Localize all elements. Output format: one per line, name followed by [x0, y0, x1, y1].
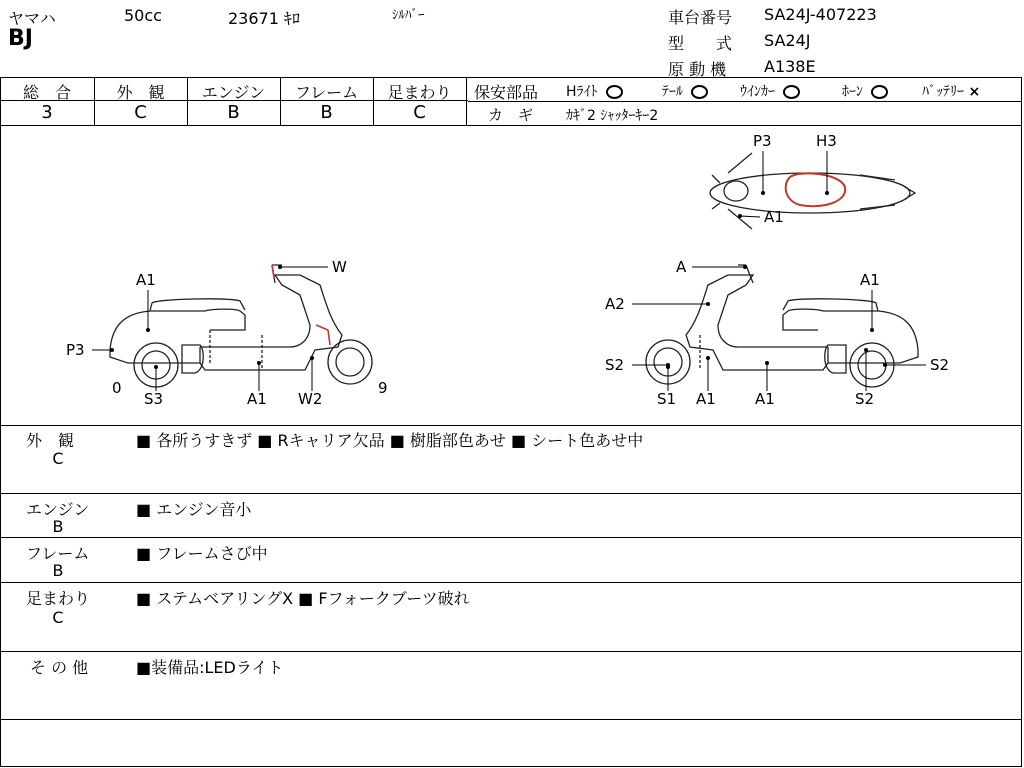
ok-circle-icon	[783, 85, 800, 99]
displacement: 50cc	[124, 6, 162, 25]
damage-diagram	[0, 125, 1022, 425]
model-name: BJ	[8, 26, 33, 51]
diagram-label: S1	[657, 390, 677, 408]
note-label-other: そ の 他	[30, 658, 89, 677]
note-label-frame: フレーム	[26, 544, 90, 563]
diagram-label: H3	[816, 132, 837, 150]
grade-label-exterior: 外 観	[116, 83, 165, 102]
safety-item-name: ｳｲﾝｶｰ	[740, 84, 775, 100]
maker: ヤマハ	[8, 9, 56, 28]
grade-col-divider	[466, 77, 467, 125]
diagram-label: W	[332, 258, 347, 276]
notes-row-divider	[0, 582, 1022, 583]
notes-row-divider	[0, 537, 1022, 538]
note-label-exterior: 外 観	[26, 431, 75, 450]
notes-top-border	[0, 425, 1022, 426]
diagram-label: S3	[144, 390, 164, 408]
safety-item-horn	[842, 81, 888, 101]
diagram-label: A1	[755, 390, 775, 408]
type-value: SA24J	[764, 31, 811, 50]
note-text-suspension: ■ ステムベアリングX ■ Fフォークブーツ破れ	[136, 589, 470, 608]
diagram-label: A1	[696, 390, 716, 408]
diagram-label: A1	[247, 390, 267, 408]
grade-label-overall: 総 合	[22, 83, 71, 102]
diagram-label: A	[676, 258, 687, 276]
grade-value-frame: B	[320, 102, 333, 123]
ng-cross-icon: ×	[968, 84, 981, 100]
safety-mid-border	[468, 101, 1022, 102]
note-text-frame: ■ フレームさび中	[136, 544, 268, 563]
type-label: 型 式	[668, 34, 733, 53]
key-value: ｶｷﾞ2 ｼｬｯﾀｰｷｰ2	[566, 108, 659, 124]
note-text-other: ■装備品:LEDライト	[136, 658, 284, 677]
page-bottom-border	[0, 766, 1022, 767]
ok-circle-icon	[871, 85, 888, 99]
ok-circle-icon	[691, 85, 708, 99]
grade-value-overall: 3	[41, 102, 53, 123]
note-text-engine: ■ エンジン音小	[136, 500, 252, 519]
mileage: 23671 ｷﾛ	[228, 9, 300, 28]
safety-item-tail	[662, 81, 708, 101]
diagram-label: A1	[136, 271, 156, 289]
notes-row-divider	[0, 651, 1022, 652]
grade-table-top-border	[0, 77, 1022, 78]
diagram-label: A1	[860, 271, 880, 289]
diagram-label: P3	[753, 132, 772, 150]
note-label-engine: エンジン	[26, 500, 90, 519]
ok-circle-icon	[606, 85, 623, 99]
note-grade-frame: B	[52, 561, 64, 580]
safety-item-battery	[922, 81, 980, 101]
grade-value-engine: B	[227, 102, 240, 123]
frame-no-label: 車台番号	[668, 8, 733, 27]
key-label: カ ギ	[488, 106, 534, 124]
safety-item-name: ﾃｰﾙ	[662, 84, 683, 100]
note-text-exterior: ■ 各所うすきず ■ Rキャリア欠品 ■ 樹脂部色あせ ■ シート色あせ中	[136, 431, 644, 450]
notes-row-divider	[0, 493, 1022, 494]
diagram-label: 0	[112, 379, 122, 397]
grade-label-engine: エンジン	[201, 83, 266, 102]
notes-bottom-border	[0, 719, 1022, 720]
diagram-label: S2	[855, 390, 875, 408]
safety-item-headlight	[566, 81, 623, 101]
diagram-label: S2	[930, 356, 950, 374]
safety-item-name: ﾎｰﾝ	[842, 84, 863, 100]
grade-label-frame: フレーム	[294, 83, 359, 102]
diagram-label: W2	[298, 390, 323, 408]
safety-label: 保安部品	[474, 83, 539, 102]
color: ｼﾙﾊﾞｰ	[392, 8, 425, 23]
engine-value: A138E	[764, 57, 816, 76]
safety-item-name: ﾊﾞｯﾃﾘｰ	[922, 84, 964, 100]
engine-label: 原 動 機	[668, 60, 727, 79]
diagram-label: P3	[66, 341, 85, 359]
note-grade-suspension: C	[52, 608, 64, 627]
grade-label-suspension: 足まわり	[387, 83, 452, 102]
diagram-label: 9	[378, 379, 388, 397]
safety-item-name: Hﾗｲﾄ	[566, 84, 598, 100]
note-grade-exterior: C	[52, 449, 64, 468]
note-label-suspension: 足まわり	[26, 589, 91, 608]
diagram-label: A1	[764, 208, 784, 226]
safety-item-winker	[740, 81, 800, 101]
grade-value-exterior: C	[134, 102, 147, 123]
note-grade-engine: B	[52, 517, 64, 536]
diagram-label: S2	[605, 356, 625, 374]
grade-value-suspension: C	[413, 102, 426, 123]
frame-no: SA24J-407223	[764, 5, 877, 24]
diagram-label: A2	[605, 295, 625, 313]
